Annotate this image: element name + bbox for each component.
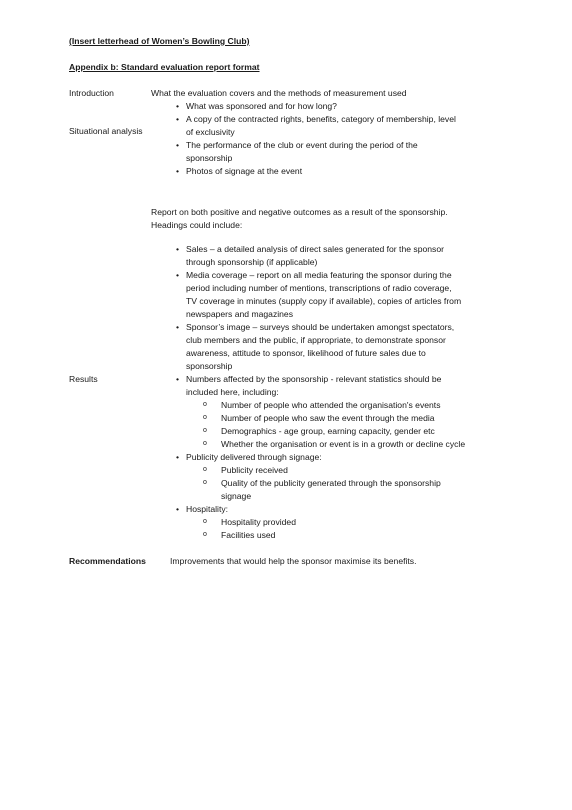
sub-bullet-icon: o — [203, 466, 207, 473]
results-bullet-text: Sales – a detailed analysis of direct sales generated for the sponsor — [186, 244, 444, 254]
results-bullet-text: awareness, attitude to sponsor, likelihood of future sales due to — [186, 348, 426, 358]
results-bullet-text: Publicity delivered through signage: — [186, 452, 322, 462]
section-label-recommendations: Recommendations — [69, 556, 146, 566]
sub-bullet-text: Quality of the publicity generated through the sponsorship — [221, 478, 441, 488]
situational-bullet-text: What was sponsored and for how long? — [186, 101, 337, 111]
sub-bullet-icon: o — [203, 427, 207, 434]
bullet-icon: • — [176, 166, 180, 176]
situational-bullet-text: Photos of signage at the event — [186, 166, 303, 176]
results-bullet-text: newspapers and magazines — [186, 309, 294, 319]
bullet-icon: • — [176, 452, 180, 462]
situational-bullet-text: A copy of the contracted rights, benefits, category of membership, level — [186, 114, 456, 124]
results-bullet-text: Hospitality: — [186, 504, 229, 514]
results-bullet-text: Media coverage – report on all media featuring the sponsor during the — [186, 270, 452, 280]
introduction-text: What the evaluation covers and the methods of measurement used — [151, 88, 407, 98]
results-intro-text: Headings could include: — [151, 220, 243, 230]
section-label-situational-analysis: Situational analysis — [69, 126, 143, 136]
sub-bullet-text: Number of people who saw the event through the media — [221, 413, 435, 423]
results-bullet-text: Sponsor’s image – surveys should be undertaken amongst spectators, — [186, 322, 455, 332]
bullet-icon: • — [176, 244, 180, 254]
sub-bullet-text: Publicity received — [221, 465, 288, 475]
sub-bullet-icon: o — [203, 531, 207, 538]
bullet-icon: • — [176, 101, 180, 111]
results-intro-text: Report on both positive and negative outcomes as a result of the sponsorship. — [151, 207, 448, 217]
results-bullet-text: included here, including: — [186, 387, 279, 397]
letterhead-placeholder: (Insert letterhead of Women’s Bowling Club) — [69, 36, 250, 46]
sub-bullet-text: Hospitality provided — [221, 517, 296, 527]
sub-bullet-text: Facilities used — [221, 530, 276, 540]
bullet-icon: • — [176, 270, 180, 280]
situational-bullet-text: The performance of the club or event during the period of the — [186, 140, 418, 150]
results-bullet-text: TV coverage in minutes (supply copy if available), copies of articles from — [186, 296, 462, 306]
bullet-icon: • — [176, 114, 180, 124]
sub-bullet-icon: o — [203, 479, 207, 486]
sub-bullet-icon: o — [203, 401, 207, 408]
bullet-icon: • — [176, 322, 180, 332]
results-bullet-text: sponsorship — [186, 361, 233, 371]
section-label-results: Results — [69, 374, 98, 384]
sub-bullet-text: Whether the organisation or event is in a growth or decline cycle — [221, 439, 466, 449]
sub-bullet-icon: o — [203, 518, 207, 525]
recommendations-text: Improvements that would help the sponsor maximise its benefits. — [170, 556, 417, 566]
bullet-icon: • — [176, 504, 180, 514]
bullet-icon: • — [176, 140, 180, 150]
results-bullet-text: period including number of mentions, transcriptions of radio coverage, — [186, 283, 452, 293]
results-bullet-text: Numbers affected by the sponsorship - relevant statistics should be — [186, 374, 442, 384]
sub-bullet-text: signage — [221, 491, 252, 501]
situational-bullet-text: of exclusivity — [186, 127, 235, 137]
bullet-icon: • — [176, 374, 180, 384]
section-label-introduction: Introduction — [69, 88, 114, 98]
situational-bullet-text: sponsorship — [186, 153, 233, 163]
appendix-title: Appendix b: Standard evaluation report format — [69, 62, 260, 72]
sub-bullet-text: Demographics - age group, earning capacity, gender etc — [221, 426, 435, 436]
sub-bullet-text: Number of people who attended the organisation's events — [221, 400, 441, 410]
results-bullet-text: through sponsorship (if applicable) — [186, 257, 318, 267]
results-bullet-text: club members and the public, if appropriate, to demonstrate sponsor — [186, 335, 446, 345]
sub-bullet-icon: o — [203, 440, 207, 447]
sub-bullet-icon: o — [203, 414, 207, 421]
